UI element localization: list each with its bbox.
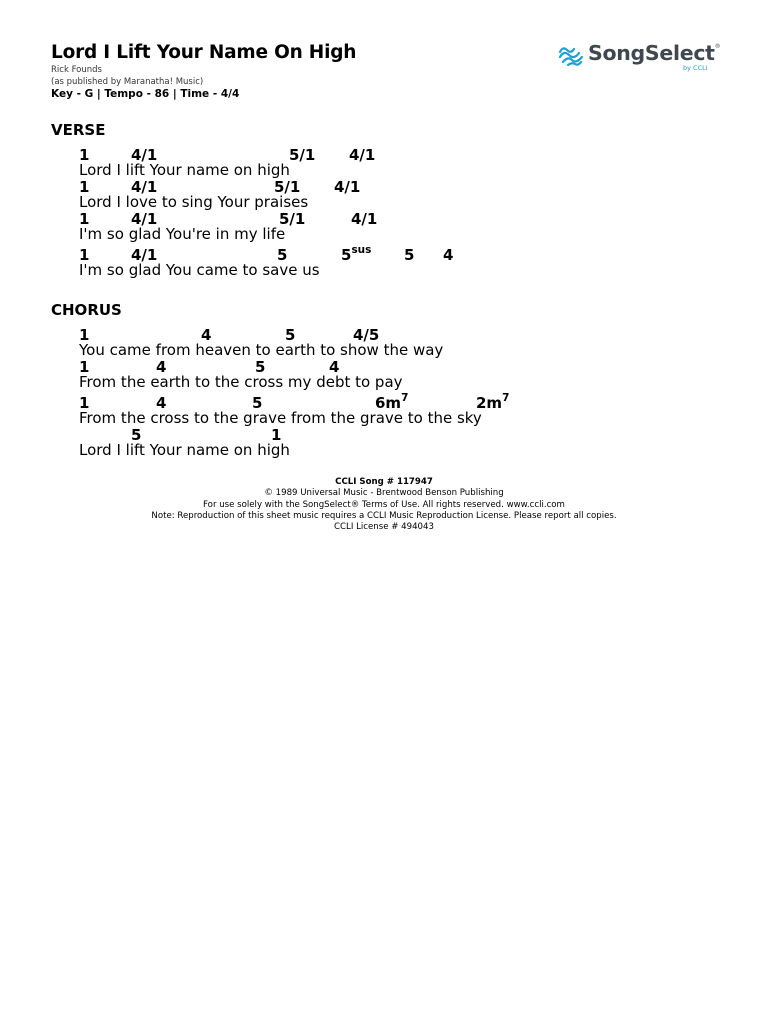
chord-name: 5 [252,394,263,412]
chord-name: 4 [156,358,167,376]
chord-name: 4 [329,358,340,376]
chord-name: 1 [79,146,90,164]
logo-trademark: ® [714,43,721,50]
chord-name: 4 [201,326,212,344]
chord-name: 5 [285,326,296,344]
chord-name: 1 [79,246,90,264]
chord-name: 4/1 [334,178,361,196]
lyric-line: I'm so glad You came to save us [79,261,320,279]
songselect-logo [557,40,721,74]
lyric-line: Lord I lift Your name on high [79,161,290,179]
copyright-line: © 1989 Universal Music - Brentwood Benson Publishing [264,488,504,499]
lyric-line: From the cross to the grave from the grave to the sky [79,409,482,427]
chord-name: 5 [277,246,288,264]
chord-name: 4/5 [353,326,380,344]
lyric-line: You came from heaven to earth to show the way [79,341,444,359]
chord [404,246,414,264]
chord-extension: sus [351,244,372,256]
chord-name: 5 [131,426,142,444]
chord [351,210,377,228]
song-author: Rick Founds [51,65,102,75]
chord-extension: 7 [401,392,409,404]
chord-name: 4/1 [131,210,158,228]
chord-name: 1 [79,358,90,376]
chord-name: 5/1 [279,210,306,228]
lyric-line: Lord I lift Your name on high [79,441,290,459]
chord-name: 5/1 [289,146,316,164]
chord-name: 1 [79,394,90,412]
chorus-label: CHORUS [51,301,122,319]
copyright-footer [0,477,768,533]
song-key-tempo-time: Key - G | Tempo - 86 | Time - 4/4 [51,88,240,100]
chord [341,246,371,264]
logo-wordmark [588,41,720,65]
chord-name: 6m [375,394,402,412]
chord [443,246,453,264]
chord-name: 4/1 [351,210,378,228]
song-publisher: (as published by Maranatha! Music) [51,77,204,87]
lyric-line: I'm so glad You're in my life [79,225,286,243]
chord-name: 1 [79,210,90,228]
chord-name: 1 [271,426,282,444]
ccli-song-number: CCLI Song # 117947 [335,477,433,487]
chord-name: 5 [341,246,352,264]
chord-name: 4/1 [131,246,158,264]
chord [289,146,315,164]
chord-name: 2m [476,394,503,412]
chord-name: 1 [79,178,90,196]
terms-line: For use solely with the SongSelect® Terms of Use. All rights reserved. www.ccli.com [203,499,565,510]
chord [349,146,375,164]
chord-name: 4 [443,246,454,264]
logo-name: SongSelect [588,41,715,65]
verse-label: VERSE [51,121,106,139]
chord-extension: 7 [502,392,510,404]
chord-name: 4 [156,394,167,412]
lyric-line: From the earth to the cross my debt to pay [79,373,403,391]
chord-name: 4/1 [131,178,158,196]
reproduction-note: Note: Reproduction of this sheet music requires a CCLI Music Reproduction License. Please report all copies. [151,510,617,521]
songselect-wave-icon [557,40,585,68]
chord-name: 1 [79,326,90,344]
logo-by-ccli: by CCLI [683,64,708,72]
lyric-line: Lord I love to sing Your praises [79,193,309,211]
ccli-license-number: CCLI License # 494043 [334,522,434,533]
chord-name: 5 [255,358,266,376]
chord-name: 4/1 [131,146,158,164]
chord [334,178,360,196]
song-title: Lord I Lift Your Name On High [51,42,357,63]
chord-name: 4/1 [349,146,376,164]
chord-name: 5/1 [274,178,301,196]
chord-name: 5 [404,246,415,264]
